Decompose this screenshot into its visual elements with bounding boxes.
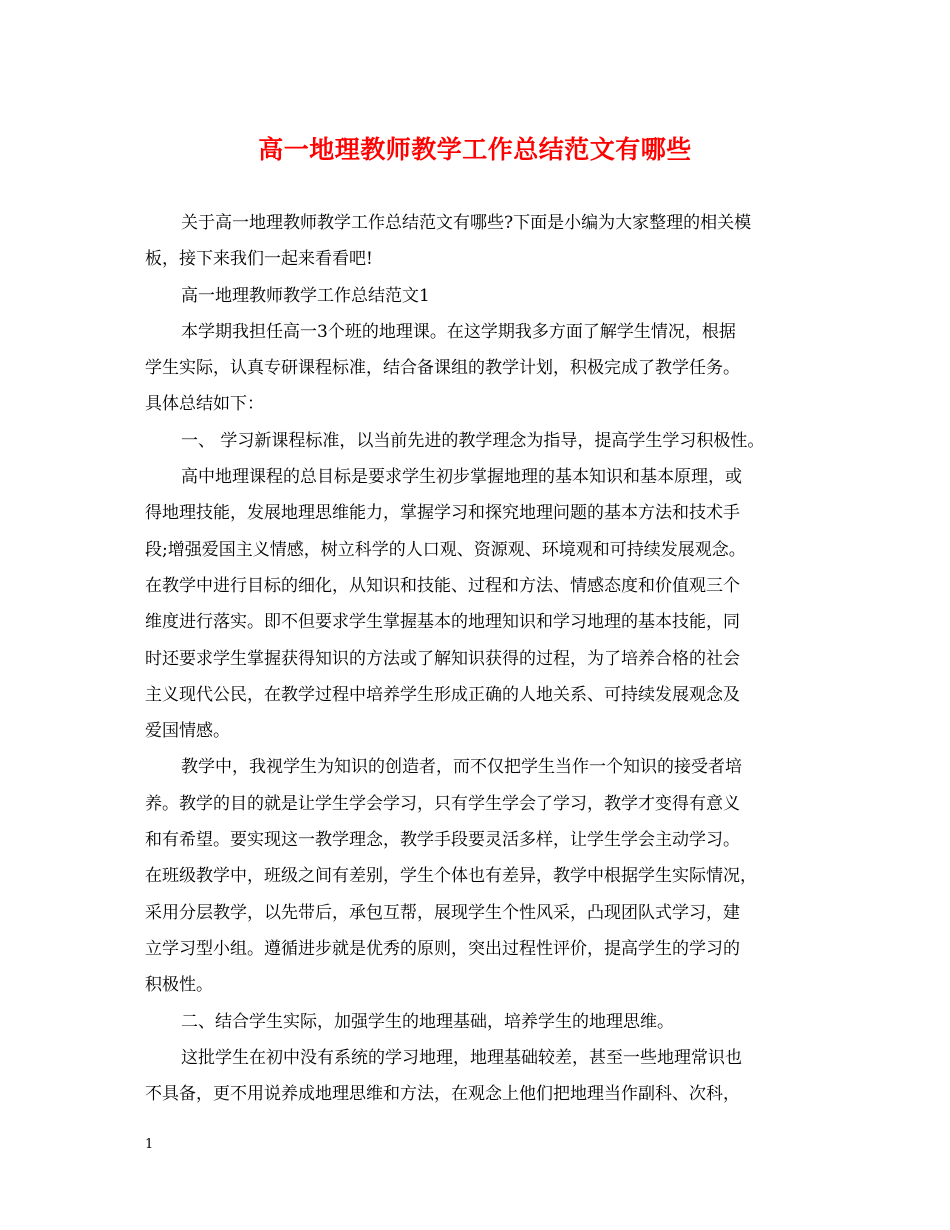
section-heading: 二、结合学生实际，加强学生的地理基础，培养学生的地理思维。 [181,1011,674,1032]
document-title: 高一地理教师教学工作总结范文有哪些 [258,135,692,164]
paragraph-line: 积极性。 [145,975,213,996]
paragraph-line: 具体总结如下： [145,394,264,415]
document-body [145,205,825,1112]
paragraph-line: 在班级教学中，班级之间有差别，学生个体也有差异，教学中根据学生实际情况， [145,866,757,887]
paragraph-line: 爱国情感。 [145,721,230,742]
paragraph-line: 板，接下来我们一起来看看吧! [145,249,373,270]
paragraph-line: 学生实际，认真专研课程标准，结合备课组的教学计划，积极完成了教学任务。 [145,358,740,379]
paragraph-line: 段;增强爱国主义情感，树立科学的人口观、资源观、环境观和可持续发展观念。 [145,539,746,560]
paragraph-line: 本学期我担任高一3个班的地理课。在这学期我多方面了解学生情况，根据 [181,321,736,342]
page-number: 1 [145,1137,154,1152]
paragraph-line: 教学中，我视学生为知识的创造者，而不仅把学生当作一个知识的接受者培 [181,757,742,778]
paragraph-line: 关于高一地理教师教学工作总结范文有哪些?下面是小编为大家整理的相关模 [181,213,752,233]
paragraph-line: 和有希望。要实现这一教学理念，教学手段要灵活多样，让学生学会主动学习。 [145,830,740,851]
paragraph-line: 不具备，更不用说养成地理思维和方法，在观念上他们把地理当作副科、次科， [145,1084,740,1105]
paragraph-line: 立学习型小组。遵循进步就是优秀的原则，突出过程性评价，提高学生的学习的 [145,938,740,959]
paragraph-line: 维度进行落实。即不但要求学生掌握基本的地理知识和学习地理的基本技能，同 [145,612,740,633]
paragraph-line: 采用分层教学，以先带后，承包互帮，展现学生个性风采，凸现团队式学习，建 [145,902,740,923]
paragraph-line: 养。教学的目的就是让学生学会学习，只有学生学会了学习，教学才变得有意义 [145,793,740,814]
paragraph-line: 这批学生在初中没有系统的学习地理，地理基础较差，甚至一些地理常识也 [181,1047,742,1068]
paragraph-line: 得地理技能，发展地理思维能力，掌握学习和探究地理问题的基本方法和技术手 [145,503,740,524]
paragraph-line: 主义现代公民，在教学过程中培养学生形成正确的人地关系、可持续发展观念及 [145,684,740,705]
paragraph-line: 时还要求学生掌握获得知识的方法或了解知识获得的过程，为了培养合格的社会 [145,648,740,669]
paragraph-line: 高中地理课程的总目标是要求学生初步掌握地理的基本知识和基本原理，或 [181,467,742,488]
section-heading: 高一地理教师教学工作总结范文1 [181,285,430,306]
section-heading: 一、 学习新课程标准，以当前先进的教学理念为指导，提高学生学习积极性。 [181,430,765,451]
paragraph-line: 在教学中进行目标的细化，从知识和技能、过程和方法、情感态度和价值观三个 [145,575,740,596]
